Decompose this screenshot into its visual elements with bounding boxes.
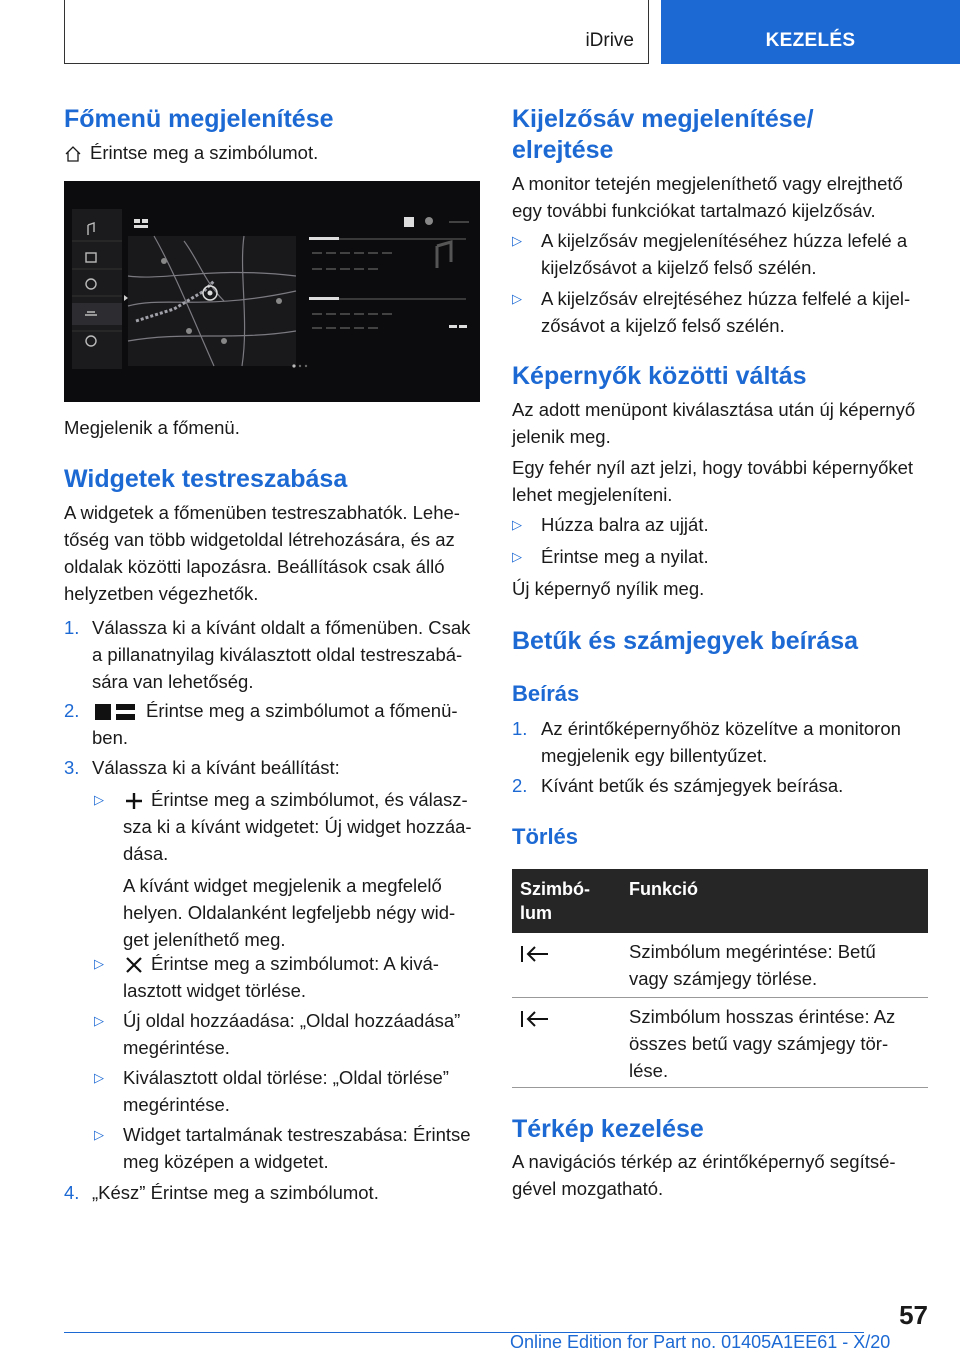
- table-header-symbol: Szimbó- lum: [520, 879, 590, 923]
- section-title: Térkép kezelése: [512, 1115, 704, 1143]
- bullet-triangle: ▷: [94, 1127, 104, 1142]
- paragraph: Új képernyő nyílik meg.: [512, 578, 705, 599]
- bullet-triangle: ▷: [94, 792, 104, 807]
- step-number: 1.: [512, 718, 528, 739]
- idrive-screenshot: [64, 181, 480, 402]
- section-title: Főmenü megjelenítése: [64, 105, 334, 133]
- widget-layout-icon: [92, 702, 138, 722]
- bullet-text: Kiválasztott oldal törlése: „Oldal törlése” megérintése.: [123, 1067, 449, 1115]
- plus-icon: [125, 792, 143, 810]
- section-title: Kijelzősáv megjelenítése/ elrejtése: [512, 105, 814, 164]
- table-header-function: Funkció: [629, 879, 699, 899]
- symbol-table: [512, 869, 928, 1088]
- bullet-text: Új oldal hozzáadása: „Oldal hozzáadása” megérintése.: [123, 1010, 461, 1058]
- bullet-text: Érintse meg a szimbólumot: A kivá- lasztott widget törlése.: [123, 953, 439, 1001]
- paragraph: A navigációs térkép az érintőképernyő segítsé- gével mozgatható.: [512, 1151, 896, 1199]
- step-text: Válassza ki a kívánt beállítást:: [92, 757, 340, 778]
- bullet-triangle: ▷: [512, 291, 522, 306]
- table-row: [512, 933, 928, 998]
- header-section: iDrive: [585, 30, 634, 51]
- section-title: Betűk és számjegyek beírása: [512, 627, 859, 655]
- close-icon: [125, 956, 143, 974]
- step-number: 2.: [64, 700, 80, 721]
- step-number: 1.: [64, 617, 80, 638]
- paragraph: Az adott menüpont kiválasztása után új képernyő jelenik meg.: [512, 399, 916, 447]
- table-cell: Szimbólum hosszas érintése: Az összes betű vagy számjegy tör- lése.: [629, 1006, 896, 1081]
- subsection-title: Törlés: [512, 824, 579, 849]
- table-cell: Szimbólum megérintése: Betű vagy számjegy törlése.: [629, 941, 876, 989]
- step-text: „Kész” Érintse meg a szimbólumot.: [92, 1182, 379, 1203]
- bullet-text: A kijelzősáv elrejtéséhez húzza felfelé a kijel- zősávot a kijelző felső szélén.: [541, 288, 911, 336]
- backspace-icon: [520, 1009, 550, 1029]
- table-header: [512, 869, 928, 933]
- header-tab: KEZELÉS: [661, 0, 960, 64]
- backspace-icon: [520, 944, 550, 964]
- bullet-triangle: ▷: [94, 956, 104, 971]
- bullet-triangle: ▷: [512, 233, 522, 248]
- step-number: 2.: [512, 775, 528, 796]
- bullet-text: Érintse meg a nyilat.: [541, 546, 709, 567]
- home-icon: [64, 145, 82, 163]
- step-text: Az érintőképernyőhöz közelítve a monitoron megjelenik egy billentyűzet.: [541, 718, 901, 766]
- bullet-text: Húzza balra az ujját.: [541, 514, 709, 535]
- paragraph: A monitor tetején megjeleníthető vagy elrejthető egy további funkciókat tartalmazó kijelzősáv.: [512, 173, 903, 221]
- section-title: Képernyők közötti váltás: [512, 362, 807, 390]
- bullet-text: Widget tartalmának testreszabása: Érintse meg középen a widgetet.: [123, 1124, 471, 1172]
- paragraph: Egy fehér nyíl azt jelzi, hogy további képernyőket lehet megjeleníteni.: [512, 457, 914, 505]
- bullet-triangle: ▷: [512, 517, 522, 532]
- bullet-triangle: ▷: [512, 549, 522, 564]
- table-row: [512, 998, 928, 1088]
- header-frame: [64, 0, 649, 64]
- paragraph: Érintse meg a szimbólumot.: [64, 139, 318, 166]
- paragraph: A widgetek a főmenüben testreszabhatók. Lehe- tőség van több widgetoldal létrehozására, és az oldalak közötti lapozásra. Beállítások csak álló helyzetben végezhetők.: [64, 502, 460, 604]
- step-text: Kívánt betűk és számjegyek beírása.: [541, 775, 844, 796]
- bullet-text: Érintse meg a szimbólumot, és válasz- sza ki a kívánt widgetet: Új widget hozzáa- dása. A kívánt widget megjelenik a megfelelő helyen. Oldalanként legfeljebb négy wid- get jeleníthető meg.: [123, 789, 472, 950]
- subsection-title: Beírás: [512, 681, 580, 706]
- section-title: Widgetek testreszabása: [64, 465, 348, 493]
- step-text: Érintse meg a szimbólumot a főmenü- ben.: [92, 700, 458, 748]
- step-number: 4.: [64, 1182, 80, 1203]
- page-number: 57: [899, 1300, 928, 1330]
- bullet-text: A kijelzősáv megjelenítéséhez húzza lefelé a kijelzősávot a kijelző felső szélén.: [541, 230, 908, 278]
- bullet-triangle: ▷: [94, 1013, 104, 1028]
- step-text: Válassza ki a kívánt oldalt a főmenüben. Csak a pillanatnyilag kiválasztott oldal testreszabá- sára van lehetőség.: [92, 617, 471, 692]
- footer-edition: Online Edition for Part no. 01405A1EE61 - X/20: [510, 1332, 891, 1352]
- step-number: 3.: [64, 757, 80, 778]
- paragraph: Megjelenik a főmenü.: [64, 417, 240, 438]
- bullet-triangle: ▷: [94, 1070, 104, 1085]
